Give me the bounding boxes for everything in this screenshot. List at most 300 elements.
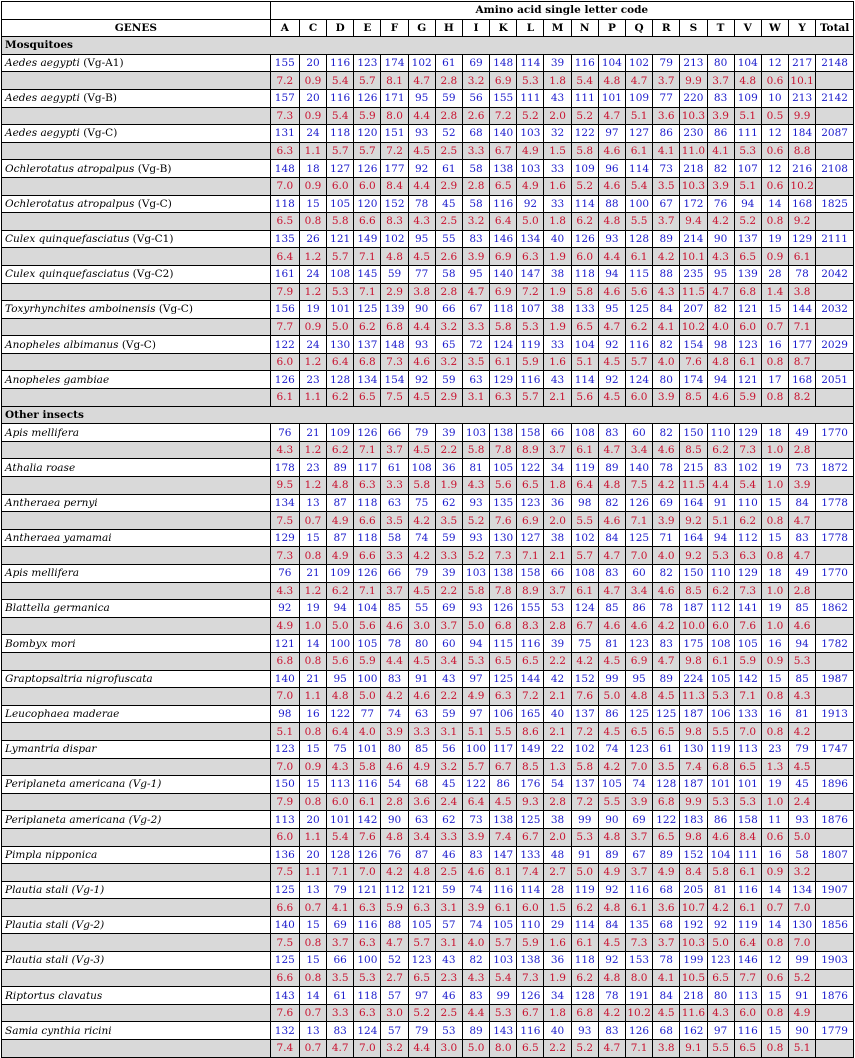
percent-cell: 7.0 xyxy=(354,1040,381,1058)
count-cell: 95 xyxy=(327,670,354,688)
count-cell: 10 xyxy=(761,89,788,107)
count-cell: 88 xyxy=(598,195,625,213)
percent-cell: 7.3 xyxy=(490,547,517,565)
percent-cell: 4.4 xyxy=(598,248,625,266)
count-cell: 33 xyxy=(544,160,571,178)
count-cell: 126 xyxy=(625,1022,652,1040)
count-cell: 141 xyxy=(734,600,761,618)
count-cell: 124 xyxy=(490,336,517,354)
count-cell: 125 xyxy=(625,301,652,319)
count-cell: 40 xyxy=(544,1022,571,1040)
percent-row-label-cell xyxy=(2,758,271,776)
table-row xyxy=(2,459,854,477)
count-cell: 183 xyxy=(680,811,707,829)
percent-cell: 1.1 xyxy=(299,864,326,882)
count-cell: 176 xyxy=(517,776,544,794)
percent-cell: 0.9 xyxy=(761,864,788,882)
section-label: Mosquitoes xyxy=(2,37,854,55)
percent-cell: 4.2 xyxy=(707,899,734,917)
count-cell: 79 xyxy=(408,565,435,583)
count-cell: 118 xyxy=(571,952,598,970)
count-cell: 126 xyxy=(354,846,381,864)
percent-cell: 4.7 xyxy=(625,72,652,90)
percent-cell: 6.3 xyxy=(270,142,299,160)
count-cell: 93 xyxy=(462,494,489,512)
count-cell: 69 xyxy=(462,54,489,72)
count-cell: 187 xyxy=(680,600,707,618)
percent-cell: 2.2 xyxy=(435,688,462,706)
percent-cell: 7.5 xyxy=(270,934,299,952)
total-cell: 1825 xyxy=(816,195,854,213)
count-cell: 165 xyxy=(517,705,544,723)
count-cell: 85 xyxy=(598,600,625,618)
count-cell: 78 xyxy=(789,265,816,283)
percent-cell: 3.3 xyxy=(462,318,489,336)
percent-cell: 3.9 xyxy=(625,793,652,811)
percent-cell: 5.9 xyxy=(734,389,761,407)
count-cell: 118 xyxy=(327,125,354,143)
percent-cell: 6.2 xyxy=(571,213,598,231)
percent-row-label-cell xyxy=(2,864,271,882)
gene-name: Aedes aegypti xyxy=(5,127,80,140)
gene-qualifier: (Vg-C) xyxy=(134,197,172,210)
percent-row-label-cell xyxy=(2,477,271,495)
count-cell: 120 xyxy=(354,195,381,213)
percent-cell: 7.6 xyxy=(571,688,598,706)
count-cell: 149 xyxy=(517,740,544,758)
percent-cell: 4.2 xyxy=(653,248,680,266)
percent-cell: 4.9 xyxy=(517,142,544,160)
count-cell: 75 xyxy=(327,740,354,758)
count-cell: 56 xyxy=(462,89,489,107)
count-cell: 126 xyxy=(571,230,598,248)
percent-cell: 4.1 xyxy=(327,899,354,917)
count-cell: 89 xyxy=(462,1022,489,1040)
percent-cell: 5.7 xyxy=(354,72,381,90)
count-cell: 112 xyxy=(381,881,408,899)
total-cell: 1856 xyxy=(816,916,854,934)
percent-cell: 6.5 xyxy=(517,477,544,495)
count-cell: 133 xyxy=(571,301,598,319)
percent-row-total-cell xyxy=(816,934,854,952)
count-cell: 39 xyxy=(544,54,571,72)
count-cell: 112 xyxy=(734,529,761,547)
percent-cell: 6.2 xyxy=(327,441,354,459)
percent-cell: 4.5 xyxy=(408,441,435,459)
percent-cell: 6.5 xyxy=(517,652,544,670)
percent-cell: 8.9 xyxy=(517,582,544,600)
percent-row xyxy=(2,652,854,670)
percent-cell: 5.9 xyxy=(734,652,761,670)
percent-cell: 7.9 xyxy=(270,793,299,811)
count-cell: 138 xyxy=(490,811,517,829)
count-cell: 115 xyxy=(625,265,652,283)
percent-row-label-cell xyxy=(2,512,271,530)
count-cell: 83 xyxy=(598,565,625,583)
percent-cell: 7.0 xyxy=(789,899,816,917)
percent-cell: 6.1 xyxy=(625,142,652,160)
percent-cell: 8.1 xyxy=(490,864,517,882)
percent-cell: 3.4 xyxy=(408,828,435,846)
count-cell: 94 xyxy=(789,635,816,653)
count-cell: 19 xyxy=(299,301,326,319)
gene-name: Athalia roase xyxy=(5,461,76,474)
percent-cell: 6.5 xyxy=(707,969,734,987)
percent-cell: 5.3 xyxy=(354,969,381,987)
count-cell: 168 xyxy=(789,371,816,389)
count-cell: 95 xyxy=(707,265,734,283)
percent-cell: 6.9 xyxy=(490,72,517,90)
percent-cell: 4.5 xyxy=(408,142,435,160)
count-cell: 78 xyxy=(381,635,408,653)
count-cell: 84 xyxy=(789,494,816,512)
count-cell: 68 xyxy=(653,1022,680,1040)
count-cell: 55 xyxy=(408,600,435,618)
count-cell: 24 xyxy=(299,336,326,354)
count-cell: 43 xyxy=(435,952,462,970)
count-cell: 114 xyxy=(571,916,598,934)
percent-cell: 5.6 xyxy=(571,389,598,407)
count-cell: 13 xyxy=(299,494,326,512)
percent-cell: 3.3 xyxy=(327,1004,354,1022)
count-cell: 75 xyxy=(571,635,598,653)
percent-row-total-cell xyxy=(816,688,854,706)
percent-cell: 5.8 xyxy=(327,213,354,231)
percent-cell: 0.9 xyxy=(299,72,326,90)
percent-cell: 3.5 xyxy=(462,353,489,371)
count-cell: 110 xyxy=(734,494,761,512)
count-cell: 14 xyxy=(761,195,788,213)
percent-cell: 4.6 xyxy=(653,582,680,600)
percent-cell: 4.1 xyxy=(653,969,680,987)
percent-cell: 5.2 xyxy=(517,107,544,125)
percent-cell: 5.8 xyxy=(408,477,435,495)
percent-cell: 3.5 xyxy=(435,512,462,530)
count-cell: 108 xyxy=(327,265,354,283)
count-cell: 18 xyxy=(761,424,788,442)
count-cell: 86 xyxy=(490,776,517,794)
percent-cell: 9.4 xyxy=(680,213,707,231)
count-cell: 83 xyxy=(327,1022,354,1040)
count-cell: 82 xyxy=(653,565,680,583)
count-cell: 184 xyxy=(789,125,816,143)
percent-cell: 4.6 xyxy=(598,142,625,160)
percent-cell: 4.9 xyxy=(327,512,354,530)
count-cell: 73 xyxy=(653,160,680,178)
count-cell: 137 xyxy=(734,230,761,248)
gene-name: Bombyx mori xyxy=(5,637,76,650)
percent-cell: 8.2 xyxy=(789,389,816,407)
total-cell: 2108 xyxy=(816,160,854,178)
percent-cell: 7.8 xyxy=(490,441,517,459)
count-cell: 62 xyxy=(435,494,462,512)
percent-cell: 10.3 xyxy=(680,177,707,195)
percent-cell: 4.2 xyxy=(408,512,435,530)
gene-name: Plautia stali (Vg-1) xyxy=(5,883,105,896)
count-cell: 33 xyxy=(544,336,571,354)
percent-cell: 3.2 xyxy=(462,72,489,90)
count-cell: 154 xyxy=(381,371,408,389)
percent-cell: 4.8 xyxy=(625,688,652,706)
count-cell: 123 xyxy=(734,336,761,354)
count-cell: 155 xyxy=(490,89,517,107)
count-cell: 46 xyxy=(435,846,462,864)
count-cell: 174 xyxy=(381,54,408,72)
count-cell: 73 xyxy=(789,459,816,477)
percent-cell: 3.3 xyxy=(462,142,489,160)
count-cell: 128 xyxy=(327,371,354,389)
percent-cell: 7.9 xyxy=(270,283,299,301)
count-cell: 123 xyxy=(408,952,435,970)
percent-cell: 7.6 xyxy=(680,353,707,371)
count-cell: 108 xyxy=(707,635,734,653)
percent-cell: 3.3 xyxy=(435,547,462,565)
count-cell: 12 xyxy=(761,952,788,970)
percent-cell: 0.6 xyxy=(761,969,788,987)
total-cell: 1770 xyxy=(816,424,854,442)
count-cell: 38 xyxy=(544,811,571,829)
count-cell: 128 xyxy=(625,230,652,248)
count-cell: 162 xyxy=(680,1022,707,1040)
count-cell: 84 xyxy=(653,301,680,319)
percent-cell: 5.1 xyxy=(734,107,761,125)
count-cell: 91 xyxy=(789,987,816,1005)
percent-cell: 9.8 xyxy=(680,652,707,670)
percent-cell: 7.1 xyxy=(734,688,761,706)
count-cell: 66 xyxy=(327,952,354,970)
percent-cell: 6.8 xyxy=(381,318,408,336)
percent-cell: 1.8 xyxy=(544,1004,571,1022)
count-cell: 12 xyxy=(761,160,788,178)
percent-cell: 7.3 xyxy=(625,934,652,952)
percent-cell: 3.7 xyxy=(653,934,680,952)
percent-cell: 6.0 xyxy=(734,318,761,336)
percent-cell: 3.6 xyxy=(408,793,435,811)
percent-row-label-cell xyxy=(2,213,271,231)
count-cell: 121 xyxy=(354,881,381,899)
count-cell: 110 xyxy=(707,424,734,442)
count-cell: 119 xyxy=(707,740,734,758)
count-cell: 59 xyxy=(381,265,408,283)
col-header-T: T xyxy=(707,19,734,37)
count-cell: 153 xyxy=(625,952,652,970)
table-row xyxy=(2,635,854,653)
percent-row-total-cell xyxy=(816,283,854,301)
total-cell: 1747 xyxy=(816,740,854,758)
count-cell: 102 xyxy=(571,529,598,547)
percent-cell: 6.6 xyxy=(354,512,381,530)
percent-cell: 6.3 xyxy=(734,547,761,565)
count-cell: 139 xyxy=(734,265,761,283)
count-cell: 93 xyxy=(408,125,435,143)
percent-cell: 2.8 xyxy=(435,283,462,301)
percent-row-total-cell xyxy=(816,318,854,336)
percent-cell: 1.3 xyxy=(761,758,788,776)
percent-cell: 6.8 xyxy=(653,793,680,811)
percent-cell: 0.8 xyxy=(299,652,326,670)
percent-cell: 7.1 xyxy=(625,512,652,530)
count-cell: 84 xyxy=(598,529,625,547)
percent-row xyxy=(2,828,854,846)
count-cell: 61 xyxy=(435,54,462,72)
percent-cell: 6.1 xyxy=(734,353,761,371)
percent-cell: 6.0 xyxy=(354,177,381,195)
percent-cell: 5.3 xyxy=(789,652,816,670)
count-cell: 117 xyxy=(354,459,381,477)
table-row xyxy=(2,230,854,248)
gene-name-cell xyxy=(2,125,271,143)
count-cell: 92 xyxy=(517,195,544,213)
percent-cell: 2.5 xyxy=(435,213,462,231)
percent-cell: 0.8 xyxy=(299,213,326,231)
count-cell: 123 xyxy=(270,740,299,758)
table-row xyxy=(2,881,854,899)
count-cell: 59 xyxy=(435,529,462,547)
col-header-D: D xyxy=(327,19,354,37)
count-cell: 86 xyxy=(598,705,625,723)
total-cell: 1779 xyxy=(816,1022,854,1040)
percent-cell: 7.2 xyxy=(490,107,517,125)
percent-row xyxy=(2,248,854,266)
count-cell: 15 xyxy=(299,952,326,970)
count-cell: 24 xyxy=(299,265,326,283)
percent-cell: 6.9 xyxy=(490,283,517,301)
count-cell: 74 xyxy=(381,705,408,723)
count-cell: 24 xyxy=(299,125,326,143)
percent-cell: 7.7 xyxy=(734,969,761,987)
count-cell: 109 xyxy=(327,424,354,442)
count-cell: 95 xyxy=(598,301,625,319)
percent-cell: 4.3 xyxy=(408,213,435,231)
percent-cell: 5.5 xyxy=(490,723,517,741)
count-cell: 66 xyxy=(544,565,571,583)
percent-cell: 4.0 xyxy=(354,723,381,741)
gene-name-cell xyxy=(2,916,271,934)
count-cell: 111 xyxy=(734,125,761,143)
count-cell: 105 xyxy=(734,635,761,653)
total-cell: 1987 xyxy=(816,670,854,688)
percent-cell: 7.3 xyxy=(270,107,299,125)
count-cell: 133 xyxy=(734,705,761,723)
count-cell: 100 xyxy=(354,952,381,970)
count-cell: 39 xyxy=(435,565,462,583)
count-cell: 79 xyxy=(789,740,816,758)
count-cell: 122 xyxy=(462,776,489,794)
percent-cell: 3.6 xyxy=(653,107,680,125)
count-cell: 158 xyxy=(517,565,544,583)
percent-cell: 2.8 xyxy=(381,793,408,811)
gene-name: Riptortus clavatus xyxy=(5,989,103,1002)
percent-cell: 5.2 xyxy=(462,547,489,565)
count-cell: 119 xyxy=(571,881,598,899)
percent-cell: 1.0 xyxy=(761,793,788,811)
count-cell: 83 xyxy=(707,89,734,107)
percent-cell: 5.0 xyxy=(598,688,625,706)
percent-cell: 7.0 xyxy=(789,934,816,952)
percent-cell: 4.8 xyxy=(598,969,625,987)
gene-qualifier: (Vg-C) xyxy=(118,338,156,351)
percent-cell: 5.8 xyxy=(490,318,517,336)
percent-cell: 6.8 xyxy=(571,1004,598,1022)
percent-cell: 2.8 xyxy=(789,441,816,459)
percent-cell: 0.7 xyxy=(299,1040,326,1058)
count-cell: 89 xyxy=(653,846,680,864)
count-cell: 116 xyxy=(517,1022,544,1040)
count-cell: 76 xyxy=(270,424,299,442)
percent-cell: 0.7 xyxy=(761,318,788,336)
percent-cell: 5.2 xyxy=(734,213,761,231)
percent-row-label-cell xyxy=(2,617,271,635)
percent-row xyxy=(2,934,854,952)
count-cell: 71 xyxy=(653,529,680,547)
section-label: Other insects xyxy=(2,406,854,424)
count-cell: 131 xyxy=(270,125,299,143)
count-cell: 14 xyxy=(761,916,788,934)
percent-cell: 5.1 xyxy=(707,512,734,530)
count-cell: 95 xyxy=(462,265,489,283)
percent-cell: 4.6 xyxy=(408,353,435,371)
count-cell: 178 xyxy=(270,459,299,477)
percent-cell: 2.6 xyxy=(462,107,489,125)
total-cell: 1903 xyxy=(816,952,854,970)
percent-cell: 4.9 xyxy=(408,758,435,776)
percent-cell: 2.4 xyxy=(789,793,816,811)
gene-name: Leucophaea maderae xyxy=(5,708,120,721)
gene-name-cell xyxy=(2,265,271,283)
percent-cell: 6.5 xyxy=(571,318,598,336)
gene-name: Plautia stali (Vg-2) xyxy=(5,919,105,932)
count-cell: 133 xyxy=(517,846,544,864)
count-cell: 92 xyxy=(598,952,625,970)
count-cell: 118 xyxy=(354,987,381,1005)
percent-cell: 2.5 xyxy=(435,1004,462,1022)
percent-cell: 8.1 xyxy=(381,72,408,90)
count-cell: 90 xyxy=(707,230,734,248)
percent-cell: 5.1 xyxy=(270,723,299,741)
count-cell: 93 xyxy=(789,811,816,829)
gene-name: Periplaneta americana (Vg-1) xyxy=(5,778,162,791)
percent-cell: 5.2 xyxy=(571,1040,598,1058)
percent-cell: 3.9 xyxy=(707,107,734,125)
count-cell: 15 xyxy=(761,301,788,319)
percent-cell: 2.5 xyxy=(435,142,462,160)
percent-cell: 9.2 xyxy=(680,547,707,565)
count-cell: 121 xyxy=(734,371,761,389)
count-cell: 20 xyxy=(299,54,326,72)
count-cell: 78 xyxy=(653,600,680,618)
total-cell: 2087 xyxy=(816,125,854,143)
percent-cell: 3.8 xyxy=(408,283,435,301)
count-cell: 105 xyxy=(327,195,354,213)
count-cell: 150 xyxy=(680,424,707,442)
count-cell: 123 xyxy=(707,952,734,970)
percent-cell: 5.5 xyxy=(625,213,652,231)
count-cell: 16 xyxy=(761,705,788,723)
percent-cell: 1.2 xyxy=(299,582,326,600)
count-cell: 118 xyxy=(270,195,299,213)
count-cell: 95 xyxy=(625,670,652,688)
percent-cell: 3.7 xyxy=(544,441,571,459)
count-cell: 140 xyxy=(625,459,652,477)
percent-row xyxy=(2,107,854,125)
percent-cell: 6.2 xyxy=(327,389,354,407)
percent-cell: 3.7 xyxy=(327,934,354,952)
percent-cell: 7.2 xyxy=(571,793,598,811)
percent-cell: 8.5 xyxy=(517,758,544,776)
percent-cell: 7.7 xyxy=(270,318,299,336)
percent-row xyxy=(2,758,854,776)
percent-cell: 3.3 xyxy=(381,547,408,565)
